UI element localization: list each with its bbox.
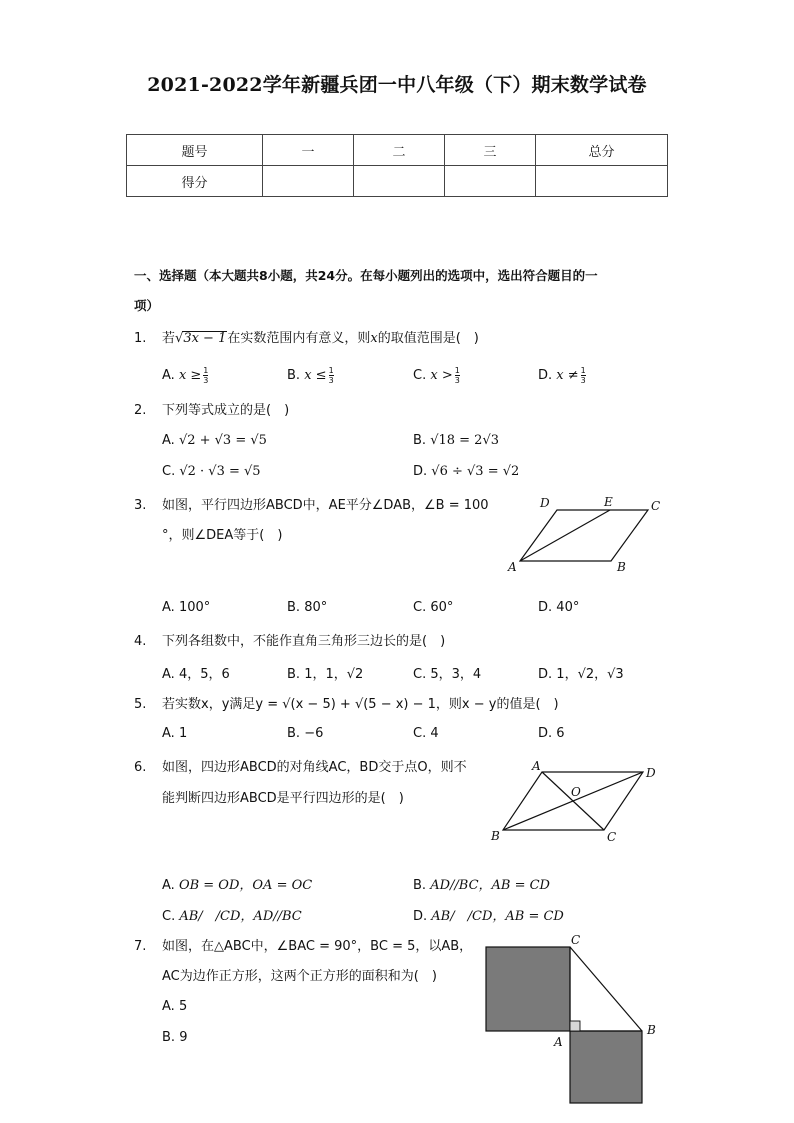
score-header-cell: 二 [354,135,445,166]
option-b[interactable] [162,1030,187,1045]
q1-text-c: 的取值范围是( ) [377,331,479,346]
question-7-stem-line2: AC为边作正方形，这两个正方形的面积和为( ) [162,969,437,984]
option-expression: √2 + √3 = √5 [178,433,267,448]
option-a[interactable] [162,600,210,615]
option-a[interactable] [162,663,230,682]
score-cell [536,166,668,197]
question-number: 4. [134,634,147,649]
option-label: D. [538,726,553,741]
fraction-denominator: 3 [328,376,334,385]
q1-radicand: 3x − 1 [183,331,227,346]
option-d[interactable] [538,366,586,385]
option-label: A. [162,878,175,893]
option-value: AB/ /CD，AD//BC [179,909,302,924]
option-c[interactable] [162,905,302,924]
option-label: D. [538,368,553,383]
point-label-b: B [647,1023,656,1037]
quadrilateral-figure [488,760,668,845]
score-table-header-row [127,135,668,166]
option-relation: x ≤ [304,368,327,383]
fraction-numerator: 1 [203,366,209,375]
option-label: B. [413,433,427,448]
option-value: 9 [179,1030,188,1045]
score-table-score-row [127,166,668,197]
option-label: B. [162,1030,176,1045]
option-label: B. [287,726,301,741]
option-label: C. [413,368,427,383]
question-1-stem [162,329,479,349]
option-expression: √18 = 2√3 [430,433,500,448]
question-number: 7. [134,939,147,954]
point-label-o: O [571,785,581,799]
point-label-d: D [646,766,656,780]
option-d[interactable] [538,600,579,615]
point-label-b: B [617,560,626,574]
option-d[interactable] [413,464,519,479]
score-cell [354,166,445,197]
point-label-d: D [540,496,550,510]
fraction [455,366,460,385]
fraction-numerator: 1 [580,366,586,375]
question-number: 2. [134,403,147,418]
option-label: D. [538,600,553,615]
score-cell [445,166,536,197]
score-table [126,134,668,197]
option-c[interactable] [413,366,460,385]
option-label: B. [287,667,301,682]
q1-text-b: 在实数范围内有意义，则 [227,331,371,346]
section-heading-cont: 项） [134,298,160,313]
option-label: A. [162,667,175,682]
option-c[interactable] [413,600,453,615]
question-3-stem-line2: °，则∠DEA等于( ) [162,528,283,543]
option-label: A. [162,999,175,1014]
point-label-a: A [532,759,541,773]
option-label: A. [162,600,175,615]
point-label-a: A [508,560,517,574]
option-value: 100° [178,600,211,615]
question-number: 1. [134,331,147,346]
score-header-cell: 总分 [536,135,668,166]
option-label: A. [162,433,175,448]
question-3-stem-line1: 如图，平行四边形ABCD中，AE平分∠DAB，∠B = 100 [162,498,489,513]
option-value: OB = OD，OA = OC [178,878,313,893]
question-number: 3. [134,498,147,513]
question-2-stem: 下列等式成立的是( ) [162,403,290,418]
point-label-e: E [604,495,613,509]
point-label-c: C [651,499,661,513]
option-b[interactable] [287,366,334,385]
point-label-c: C [571,933,581,947]
option-label: B. [413,878,427,893]
option-value: AB/ /CD，AB = CD [431,909,564,924]
score-header-cell: 一 [263,135,354,166]
score-cell [263,166,354,197]
option-relation: x ≥ [178,368,202,383]
option-a[interactable] [162,874,312,893]
radical-sign-icon: √ [175,331,184,346]
option-expression: √6 ÷ √3 = √2 [431,464,520,479]
option-value: 1 [178,726,188,741]
option-a[interactable] [162,726,187,741]
square-on-ab [570,1031,642,1103]
parallelogram-figure [500,490,670,580]
option-value: 1，√2，√3 [556,667,624,682]
point-label-c: C [607,830,617,844]
question-number: 6. [134,760,147,775]
option-b[interactable] [287,726,323,741]
option-label: C. [413,726,427,741]
fraction [581,366,586,385]
fraction [329,366,334,385]
point-label-b: B [491,829,500,843]
option-a[interactable] [162,999,187,1014]
question-4-stem: 下列各组数中，不能作直角三角形三边长的是( ) [162,634,446,649]
option-value: 40° [556,600,580,615]
option-relation: x > [430,368,453,383]
option-relation: x ≠ [556,368,579,383]
option-value: 6 [556,726,565,741]
option-label: C. [162,464,176,479]
fraction-denominator: 3 [454,376,460,385]
option-value: 4 [430,726,439,741]
option-label: B. [287,600,301,615]
option-value: 60° [430,600,454,615]
option-d[interactable] [538,726,565,741]
score-header-cell: 三 [445,135,536,166]
segment-ae [520,510,610,561]
page-title: 2021-2022学年新疆兵团一中八年级（下）期末数学试卷 [147,74,647,96]
option-expression: √2 · √3 = √5 [179,464,261,479]
option-c[interactable] [162,464,261,479]
point-label-a: A [554,1035,563,1049]
option-label: C. [413,667,427,682]
question-number: 5. [134,697,147,712]
right-angle-marker [570,1021,580,1031]
question-6-stem-line2: 能判断四边形ABCD是平行四边形的是( ) [162,791,404,806]
q1-var: x [370,331,378,346]
option-value: 5 [178,999,188,1014]
fraction-denominator: 3 [203,376,209,385]
fraction-denominator: 3 [580,376,586,385]
option-label: D. [538,667,553,682]
option-label: D. [413,909,428,924]
option-value: −6 [304,726,324,741]
option-label: C. [413,600,427,615]
option-a[interactable] [162,366,208,385]
fraction-numerator: 1 [454,366,460,375]
option-d[interactable] [413,905,564,924]
hypotenuse-bc [570,947,642,1031]
option-value: 4，5，6 [178,667,230,682]
squares-on-triangle-figure [480,935,670,1110]
square-on-ac [486,947,570,1031]
option-value: 1，1，√2 [304,667,364,682]
question-7-stem-line1: 如图，在△ABC中，∠BAC = 90°，BC = 5，以AB， [162,939,473,954]
question-6-stem-line1: 如图，四边形ABCD的对角线AC，BD交于点O，则不 [162,760,467,775]
score-header-cell: 题号 [127,135,263,166]
option-label: C. [162,909,176,924]
option-value: 80° [304,600,328,615]
option-b[interactable] [413,874,550,893]
option-label: A. [162,726,175,741]
score-row-label: 得分 [127,166,263,197]
diagonal-bd [503,772,643,830]
question-5-stem: 若实数x，y满足y = √(x − 5) + √(5 − x) − 1，则x − y的值是( ) [162,697,559,712]
option-b[interactable] [413,433,499,448]
option-label: A. [162,368,175,383]
option-b[interactable] [287,663,363,682]
section-heading: 一、选择题（本大题共8小题，共24分。在每小题列出的选项中，选出符合题目的一 [134,268,598,283]
q1-text-a: 若 [162,331,176,346]
option-value: 5，3，4 [430,667,482,682]
option-c[interactable] [413,663,481,682]
option-a[interactable] [162,433,267,448]
option-d[interactable] [538,663,624,682]
fraction [203,366,208,385]
option-c[interactable] [413,726,439,741]
fraction-numerator: 1 [328,366,334,375]
option-value: AD//BC，AB = CD [430,878,550,893]
option-b[interactable] [287,600,327,615]
option-label: D. [413,464,428,479]
parallelogram-abcd [520,510,648,561]
option-label: B. [287,368,301,383]
